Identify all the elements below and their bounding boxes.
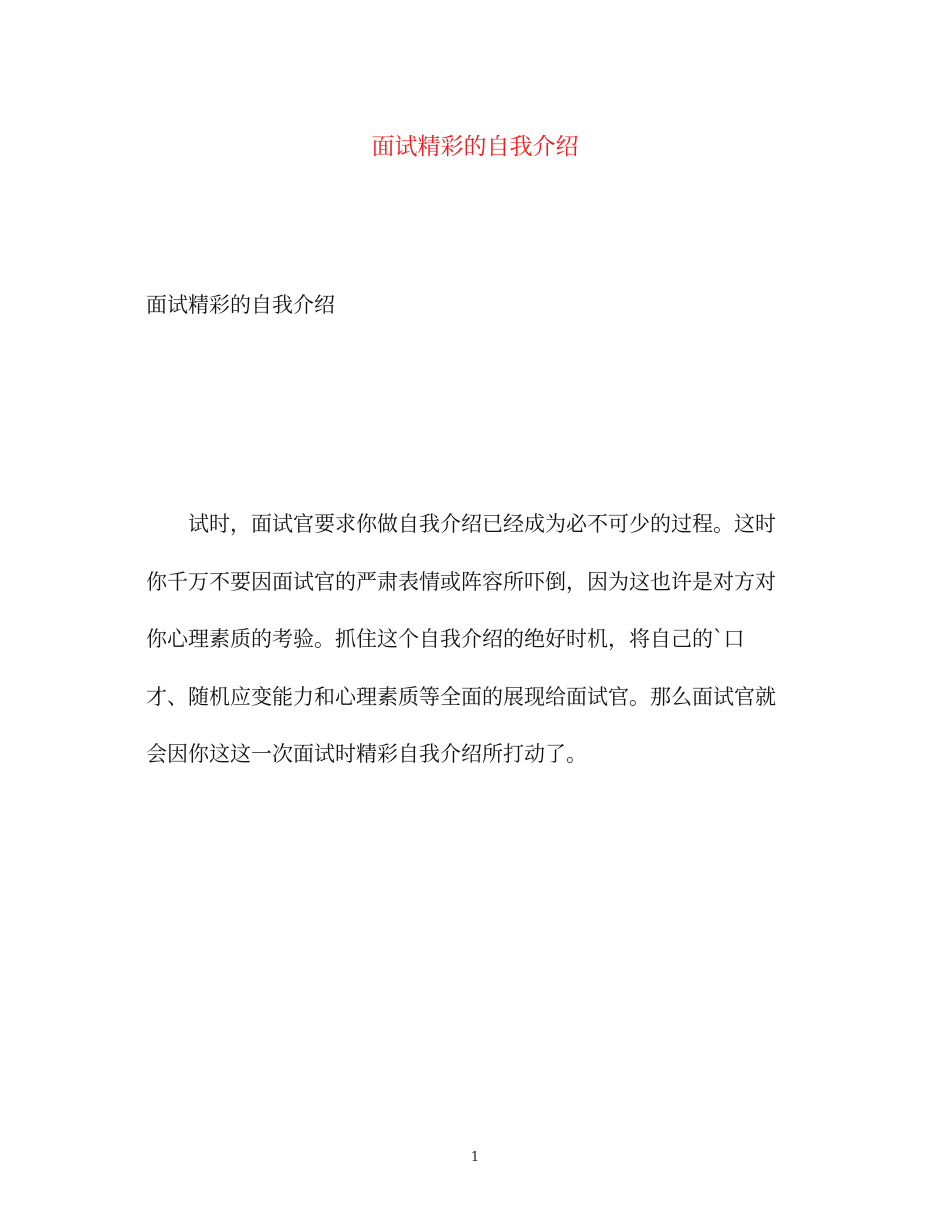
- page-number: 1: [470, 1150, 480, 1165]
- body-line: 你千万不要因面试官的严肃表情或阵容所吓倒，因为这也许是对方对: [146, 569, 776, 594]
- body-line: 你心理素质的考验。抓住这个自我介绍的绝好时机，将自己的`口: [146, 627, 745, 651]
- body-line: 才、随机应变能力和心理素质等全面的展现给面试官。那么面试官就: [146, 684, 776, 709]
- document-title: 面试精彩的自我介绍: [371, 134, 579, 160]
- document-subtitle: 面试精彩的自我介绍: [146, 293, 335, 317]
- body-line: 试时，面试官要求你做自我介绍已经成为必不可少的过程。这时: [188, 512, 776, 536]
- body-paragraph: [146, 507, 806, 795]
- body-line: 会因你这这一次面试时精彩自我介绍所打动了。: [146, 742, 587, 766]
